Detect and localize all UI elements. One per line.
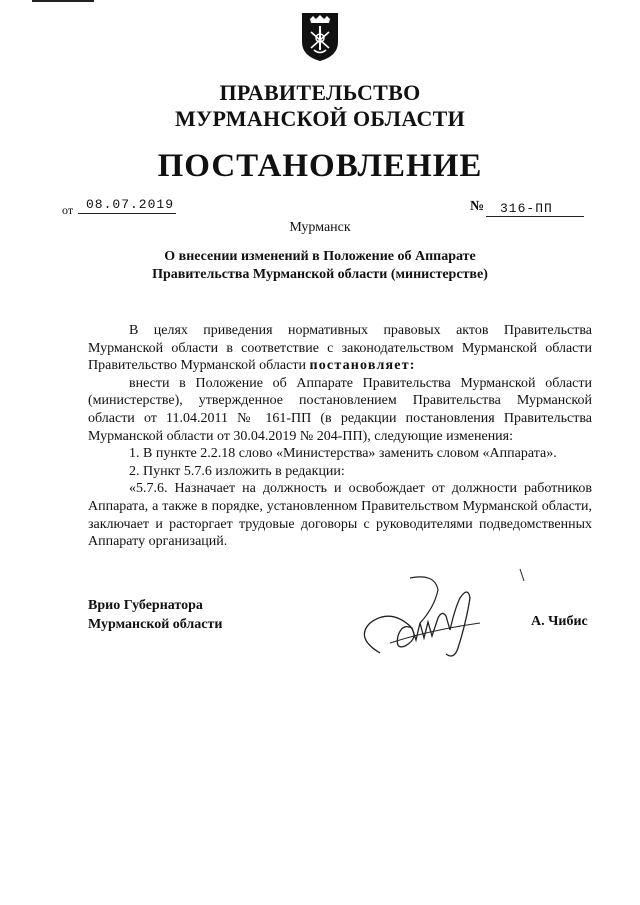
signatory-name: А. Чибис	[531, 614, 588, 629]
number-underline	[486, 216, 584, 217]
document-subject	[60, 248, 580, 284]
position-line1: Врио Губернатора	[88, 598, 203, 613]
top-edge-mark	[32, 0, 94, 2]
document-number: 316-ПП	[500, 201, 553, 216]
resolves-keyword: постановляет:	[309, 358, 416, 374]
government-name-line2: МУРМАНСКОЙ ОБЛАСТИ	[174, 106, 466, 131]
date-underline	[78, 213, 176, 214]
signatory-position	[88, 596, 222, 634]
position-line2: Мурманской области	[88, 617, 223, 632]
document-date: 08.07.2019	[86, 197, 175, 212]
subject-line2: Правительства Мурманской области (министерстве)	[152, 267, 488, 282]
document-type-title: ПОСТАНОВЛЕНИЕ	[157, 148, 483, 184]
preamble-text: В целях приведения нормативных правовых актов Правительства Мурманской области в соответствие с законодательством Мурманской области Правительство Мурманской области	[88, 323, 592, 374]
item-2-paragraph: 2. Пункт 5.7.6 изложить в редакции:	[129, 463, 345, 479]
preamble-paragraph	[88, 322, 592, 375]
item-1-paragraph: 1. В пункте 2.2.18 слово «Министерства» заменить словом «Аппарата».	[129, 446, 557, 462]
date-prefix: от	[62, 203, 74, 217]
margin-tick-mark	[519, 568, 525, 582]
handwritten-signature	[350, 568, 500, 668]
issue-city: Мурманск	[289, 220, 351, 235]
document-body	[88, 322, 592, 551]
government-name-line1: ПРАВИТЕЛЬСТВО	[219, 80, 421, 105]
subject-line1: О внесении изменений в Положение об Аппарате	[164, 249, 476, 264]
coat-of-arms-icon	[300, 10, 340, 62]
new-clause-paragraph: «5.7.6. Назначает на должность и освобождает от должности работников Аппарата, а также в порядке, установленном Правительством Мурманской области, заключает и расторгает трудовые договоры с руководителями подведомственных Аппарату организаций.	[88, 481, 592, 550]
amendment-intro-paragraph: внести в Положение об Аппарате Правительства Мурманской области (министерстве), утвержденное постановлением Правительства Мурманской области от 11.04.2011 № 161-ПП (в редакции постановления Правительства Мурманской области от 30.04.2019 № 204-ПП), следующие изменения:	[88, 375, 592, 444]
number-prefix: №	[470, 199, 485, 214]
